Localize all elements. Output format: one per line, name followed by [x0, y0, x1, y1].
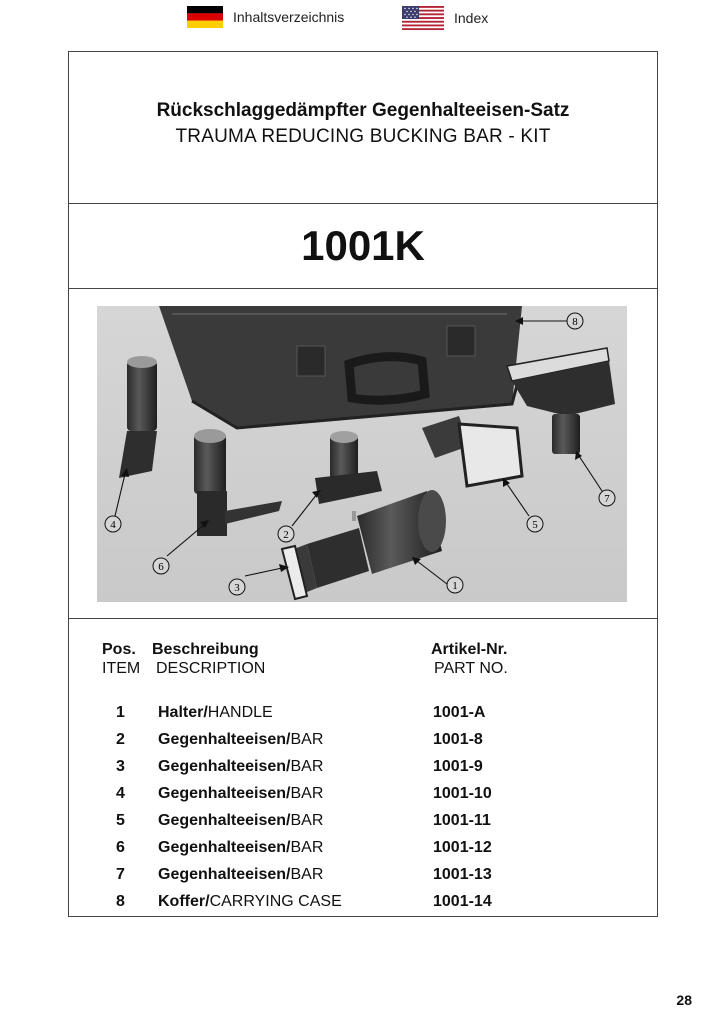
row-desc-en: CARRYING CASE [209, 893, 342, 910]
catalog-page-frame [68, 51, 658, 917]
header-part-de: Artikel-Nr. [431, 641, 508, 658]
index-label: Index [454, 10, 489, 26]
row-pos: 4 [116, 785, 125, 802]
callout-8-label: 8 [572, 316, 578, 328]
top-navigation [0, 6, 724, 34]
row-description [158, 731, 323, 749]
us-flag-icon [402, 6, 444, 30]
row-part-number: 1001-13 [433, 866, 492, 883]
header-description-en: DESCRIPTION [156, 660, 266, 677]
table-row [69, 839, 657, 863]
row-desc-de: Gegenhalteeisen/ [158, 812, 291, 829]
row-description [158, 758, 323, 776]
callout-4 [105, 516, 121, 532]
table-row [69, 758, 657, 782]
callout-7-label: 7 [604, 493, 610, 505]
callout-6 [153, 558, 169, 574]
header-item-en: ITEM [102, 660, 141, 677]
header-part-en: PART NO. [434, 660, 508, 677]
callout-2 [278, 526, 294, 542]
row-pos: 3 [116, 758, 125, 775]
german-flag-icon [187, 6, 223, 28]
table-row [69, 866, 657, 890]
row-desc-de: Gegenhalteeisen/ [158, 758, 291, 775]
row-part-number: 1001-A [433, 704, 486, 721]
photo-section [69, 289, 657, 619]
row-description [158, 785, 323, 803]
part-code: 1001K [301, 222, 425, 269]
callout-7 [599, 490, 615, 506]
row-desc-en: BAR [290, 812, 324, 829]
inhaltsverzeichnis-label: Inhaltsverzeichnis [233, 9, 345, 25]
row-pos: 6 [116, 839, 125, 856]
row-part-number: 1001-10 [433, 785, 492, 802]
part-code-section [69, 204, 657, 289]
table-row [69, 785, 657, 809]
row-desc-en: BAR [290, 758, 324, 775]
row-desc-de: Gegenhalteeisen/ [158, 839, 291, 856]
callout-5 [527, 516, 543, 532]
row-pos: 1 [116, 704, 125, 721]
table-row [69, 704, 657, 728]
row-desc-de: Gegenhalteeisen/ [158, 731, 291, 748]
header-pos-de: Pos. [102, 641, 136, 658]
table-row [69, 731, 657, 755]
row-desc-de: Halter/ [158, 704, 208, 721]
callout-1-label: 1 [452, 580, 458, 592]
row-pos: 8 [116, 893, 125, 910]
row-description [158, 704, 273, 722]
row-desc-en: BAR [290, 731, 324, 748]
row-pos: 5 [116, 812, 125, 829]
bucking-bar-kit-photo [97, 306, 627, 602]
table-row [69, 812, 657, 836]
row-part-number: 1001-14 [433, 893, 492, 910]
row-part-number: 1001-9 [433, 758, 483, 775]
row-description [158, 866, 323, 884]
row-desc-de: Gegenhalteeisen/ [158, 866, 291, 883]
row-desc-en: BAR [290, 866, 324, 883]
title-section [69, 52, 657, 204]
callout-6-label: 6 [158, 561, 164, 573]
row-part-number: 1001-8 [433, 731, 483, 748]
callout-8 [567, 313, 583, 329]
callout-5-label: 5 [532, 519, 538, 531]
header-description-de: Beschreibung [152, 641, 259, 658]
row-pos: 7 [116, 866, 125, 883]
parts-table [69, 619, 657, 917]
row-desc-en: BAR [290, 839, 324, 856]
row-description [158, 839, 323, 857]
row-part-number: 1001-12 [433, 839, 492, 856]
row-pos: 2 [116, 731, 125, 748]
title-german: Rückschlaggedämpfter Gegenhalteeisen-Satz [156, 100, 570, 121]
row-description [158, 812, 323, 830]
callout-1 [447, 577, 463, 593]
row-desc-en: HANDLE [207, 704, 273, 721]
title-english: TRAUMA REDUCING BUCKING BAR - KIT [175, 126, 551, 147]
table-row [69, 893, 657, 917]
row-desc-de: Koffer/ [158, 893, 210, 910]
row-desc-de: Gegenhalteeisen/ [158, 785, 291, 802]
row-part-number: 1001-11 [433, 812, 491, 829]
link-index[interactable] [402, 6, 488, 30]
page-number: 28 [676, 992, 692, 1008]
callout-2-label: 2 [283, 529, 289, 541]
row-description [158, 893, 342, 911]
callout-3 [229, 579, 245, 595]
link-inhaltsverzeichnis[interactable] [187, 6, 344, 28]
callout-3-label: 3 [234, 582, 240, 594]
callout-4-label: 4 [110, 519, 116, 531]
row-desc-en: BAR [290, 785, 324, 802]
